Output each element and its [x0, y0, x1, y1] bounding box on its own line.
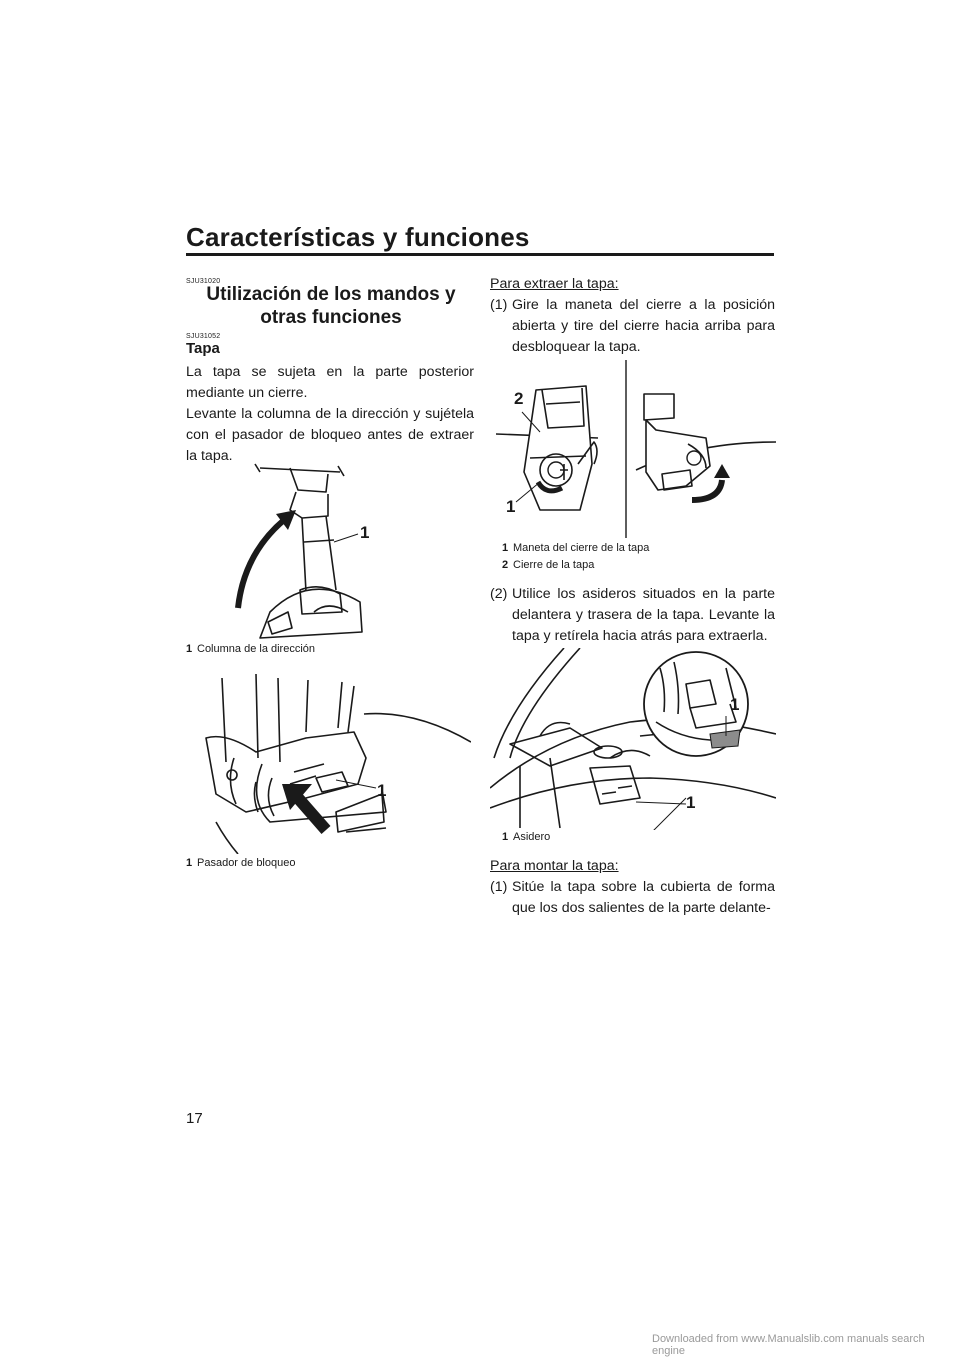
mount-step-1-num: (1): [490, 879, 508, 895]
remove-step-1-text: Gire la maneta del cierre a la posición abierta y tire del cierre hacia arriba para desbloquear la tapa.: [512, 297, 775, 355]
fig3-callout-1: 1: [506, 497, 516, 516]
fig4-callout-inset: 1: [730, 695, 740, 714]
fig3-caption-1-text: Maneta del cierre de la tapa: [513, 542, 650, 554]
fig2-caption: [186, 857, 295, 869]
remove-heading: Para extraer la tapa:: [490, 276, 619, 292]
intro-paragraph: La tapa se sujeta en la parte posterior mediante un cierre. Levante la columna de la dirección y sujétela con el pasador de bloqueo antes de extraer la tapa.: [186, 364, 474, 464]
subsection-code: SJU31052: [186, 333, 221, 340]
section-code: SJU31020: [186, 278, 221, 285]
fig1-caption: [186, 643, 315, 655]
fig3-caption-1-num: 1: [502, 542, 509, 554]
fig1-caption-text: Columna de la dirección: [197, 643, 316, 655]
locking-pin-illustration: [186, 672, 471, 854]
fig3-caption-2-text: Cierre de la tapa: [513, 559, 595, 571]
fig3-caption-1: [502, 542, 649, 554]
cover-latch-illustration: [496, 360, 776, 538]
fig4-caption-num: 1: [502, 831, 509, 843]
fig1-caption-num: 1: [186, 643, 193, 655]
fig2-caption-num: 1: [186, 857, 193, 869]
fig4-callout-main: 1: [686, 793, 696, 812]
fig4-caption: [502, 831, 550, 843]
header-rule: [186, 253, 774, 256]
fig2-caption-text: Pasador de bloqueo: [197, 857, 296, 869]
fig3-caption-2-num: 2: [502, 559, 509, 571]
mount-heading: Para montar la tapa:: [490, 858, 619, 874]
cover-handles-illustration: [490, 648, 776, 830]
mount-step-1-text: Sitúe la tapa sobre la cubierta de forma que los dos salientes de la parte delante-: [512, 879, 775, 916]
remove-step-1-num: (1): [490, 297, 508, 313]
remove-step-2: [490, 584, 775, 647]
fig3-caption-2: [502, 559, 594, 571]
fig1-callout-1: 1: [360, 523, 370, 542]
page-number: 17: [186, 1110, 203, 1127]
fig4-caption-text: Asidero: [513, 831, 551, 843]
fig3-callout-2: 2: [514, 389, 524, 408]
mount-step-1: [490, 877, 775, 919]
remove-step-2-num: (2): [490, 586, 508, 602]
section-title: Utilización de los mandos y otras funciones: [206, 284, 456, 328]
watermark-footer: Downloaded from www.Manualslib.com manuals search engine: [652, 1333, 925, 1357]
steering-column-illustration: [230, 462, 390, 640]
remove-step-2-text: Utilice los asideros situados en la parte delantera y trasera de la tapa. Levante la tapa y retírela hacia atrás para extraerla.: [512, 586, 775, 644]
remove-step-1: [490, 295, 775, 358]
fig2-callout-1: 1: [377, 781, 387, 800]
subsection-title: Tapa: [186, 340, 220, 357]
page-header-title: Características y funciones: [186, 222, 530, 252]
